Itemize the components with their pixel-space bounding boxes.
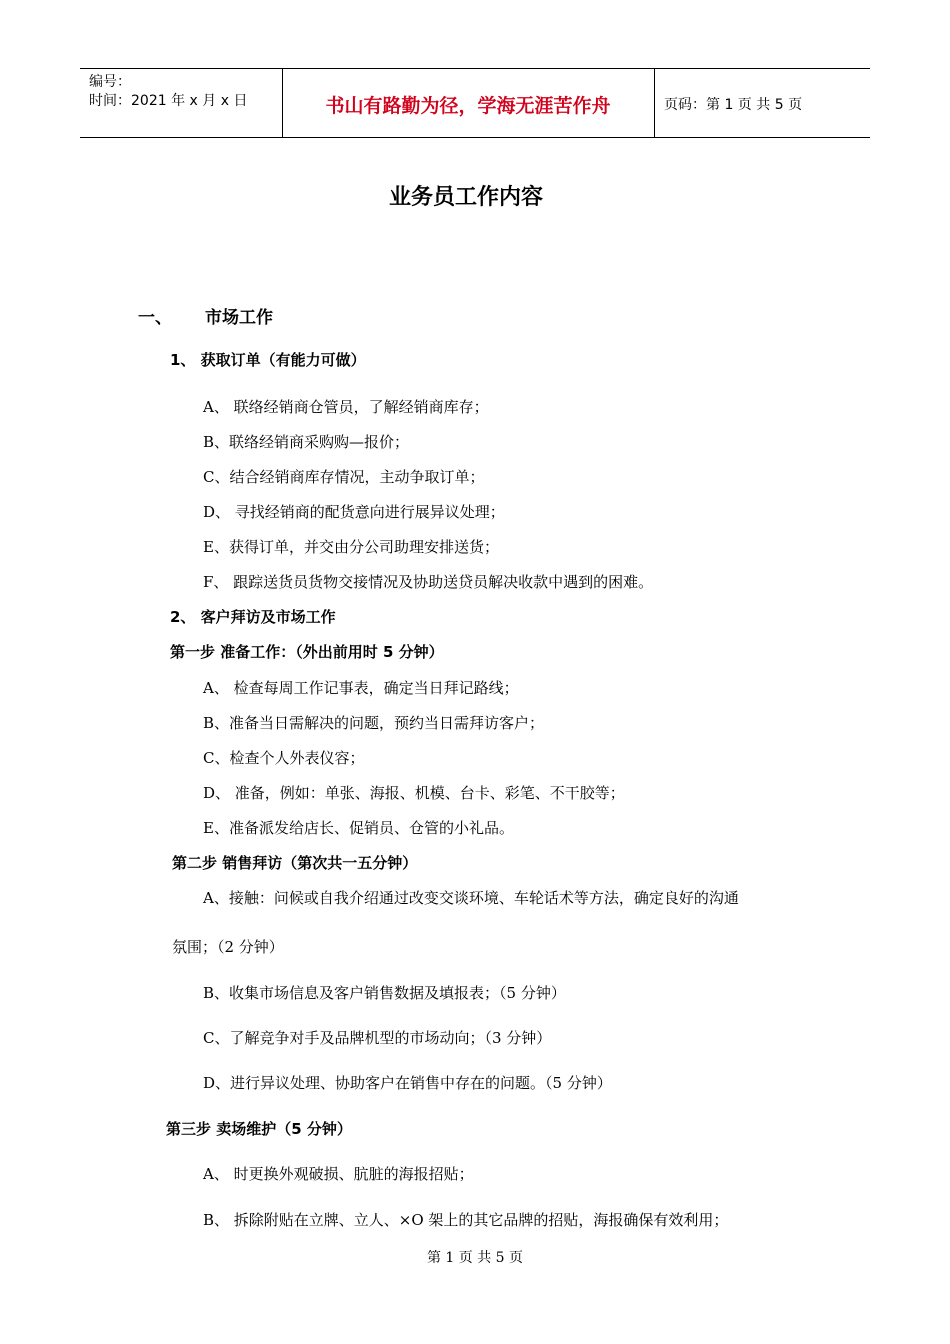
list-item: B、准备当日需解决的问题，预约当日需拜访客户； (203, 714, 545, 732)
list-item: A、 联络经销商仓管员，了解经销商库存； (203, 398, 489, 416)
list-item: B、联络经销商采购购—报价； (203, 433, 410, 451)
list-item: D、 准备，例如：单张、海报、机模、台卡、彩笔、不干胶等； (203, 784, 625, 802)
list-item: D、进行异议处理、协助客户在销售中存在的问题。（5 分钟） (203, 1074, 612, 1092)
list-item: B、收集市场信息及客户销售数据及填报表；（5 分钟） (203, 984, 566, 1002)
list-item: C、了解竞争对手及品牌机型的市场动向；（3 分钟） (203, 1029, 552, 1047)
section-number: 一、 (138, 308, 172, 328)
page-footer: 第 1 页 共 5 页 (426, 1250, 524, 1266)
page-header (80, 68, 870, 138)
header-left-cell (89, 73, 247, 111)
part2-heading: 2、 客户拜访及市场工作 (170, 608, 336, 626)
list-item: A、 时更换外观破损、肮脏的海报招贴； (203, 1165, 474, 1183)
list-item: A、接触：问候或自我介绍通过改变交谈环境、车轮话术等方法，确定良好的沟通 (203, 889, 739, 907)
step3-heading: 第三步 卖场维护（5 分钟） (166, 1120, 352, 1138)
list-item: B、 拆除附贴在立牌、立人、×O 架上的其它品牌的招贴，海报确保有效利用； (203, 1211, 729, 1229)
list-item: C、结合经销商库存情况，主动争取订单； (203, 468, 485, 486)
number-label: 编号： (89, 74, 131, 90)
part1-heading: 1、 获取订单（有能力可做） (170, 351, 366, 369)
step1-heading: 第一步 准备工作：（外出前用时 5 分钟） (170, 643, 444, 661)
list-item-continuation: 氛围；（2 分钟） (172, 938, 284, 956)
document-title: 业务员工作内容 (388, 185, 543, 210)
step2-heading: 第二步 销售拜访（第次共一五分钟） (172, 854, 418, 872)
list-item: E、准备派发给店长、促销员、仓管的小礼品。 (203, 819, 514, 837)
list-item: C、检查个人外表仪容； (203, 749, 365, 767)
list-item: E、获得订单，并交由分公司助理安排送货； (203, 538, 499, 556)
header-divider (654, 69, 655, 137)
list-item: F、 跟踪送货员货物交接情况及协助送贷员解决收款中遇到的困难。 (203, 573, 654, 591)
list-item: D、 寻找经销商的配货意向进行展异议处理； (203, 503, 505, 521)
list-item: A、 检查每周工作记事表，确定当日拜记路线； (203, 679, 519, 697)
header-page-info: 页码：第 1 页 共 5 页 (664, 97, 803, 113)
section-label: 市场工作 (205, 308, 273, 328)
header-motto: 书山有路勤为径，学海无涯苦作舟 (325, 95, 611, 117)
time-label: 时间：2021 年 x 月 x 日 (89, 93, 248, 109)
